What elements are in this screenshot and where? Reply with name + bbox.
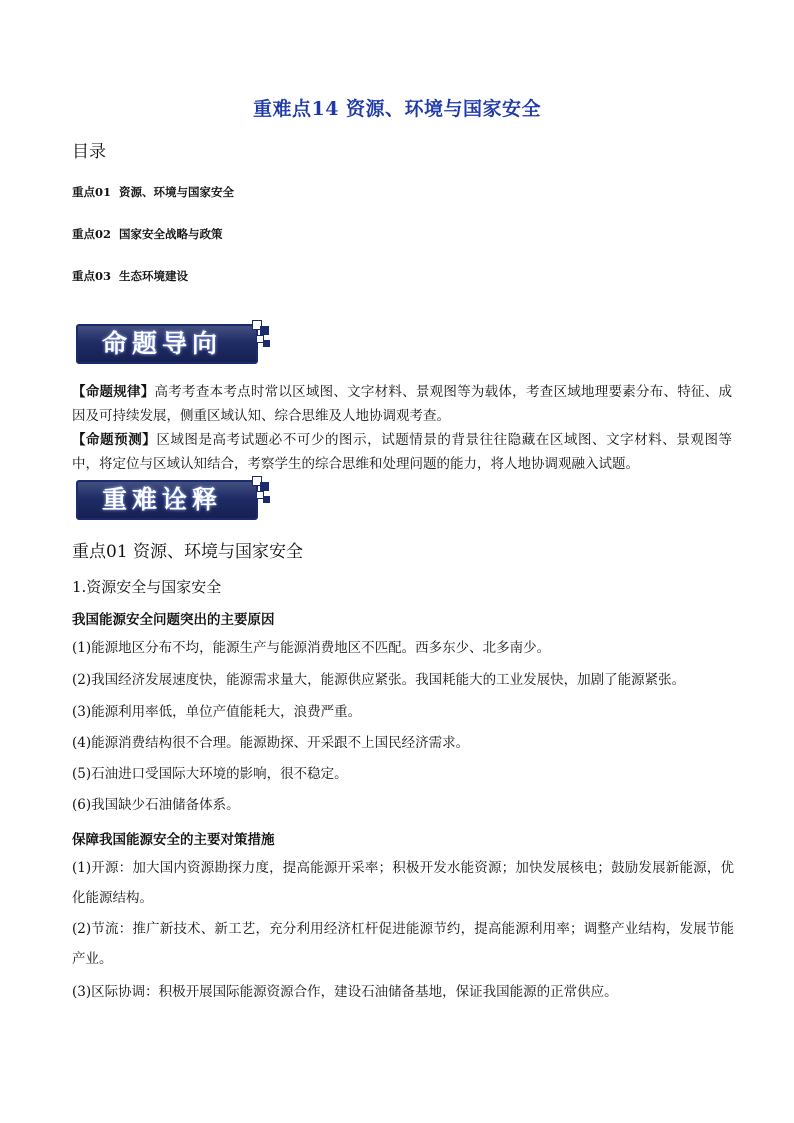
reason-item: (4)能源消费结构很不合理。能源勘探、开采跟不上国民经济需求。 [72,735,470,751]
toc-item-number: 重点01 [72,185,112,199]
forecast-label: 【命题预测】 [72,432,157,448]
reason-item: (6)我国缺少石油储备体系。 [72,797,240,813]
toc-item-number: 重点03 [72,269,112,283]
rule-text: 高考考查本考点时常以区域图、文字材料、景观图等为载体，考查区域地理要素分布、特征、成因及可持续发展，侧重区域认知、综合思维及人地协调观考查。 [72,384,733,424]
toc-item-number: 重点02 [72,227,112,241]
toc-item[interactable] [72,226,223,242]
reason-item: (2)我国经济发展速度快，能源需求量大，能源供应紧张。我国耗能大的工业发展快，加剧了能源紧张。 [72,672,686,688]
reason-item: (3)能源利用率低，单位产值能耗大，浪费严重。 [72,704,362,720]
toc-item[interactable] [72,268,188,284]
banner-label: 命题导向 [101,329,222,358]
reasons-title: 我国能源安全问题突出的主要原因 [72,612,275,628]
section-heading: 重点01 资源、环境与国家安全 [72,542,304,562]
banner-label: 重难诠释 [101,485,222,514]
subsection-heading: 1.资源安全与国家安全 [72,578,222,596]
decor-square-icon [260,482,269,491]
decor-square-icon [263,496,270,503]
decor-square-icon [263,340,270,347]
explain-banner [76,476,272,524]
page-title: 重难点14 资源、环境与国家安全 [252,98,542,120]
decor-square-icon [260,326,269,335]
rule-label: 【命题规律】 [72,384,155,400]
forecast-text: 区域图是高考试题必不可少的图示，试题情景的背景往往隐藏在区域图、文字材料、景观图等中，将定位与区域认知结合，考察学生的综合思维和处理问题的能力，将人地协调观融入试题。 [72,432,733,472]
measure-item: (2)节流：推广新技术、新工艺，充分利用经济杠杆促进能源节约，提高能源利用率；调整产业结构，发展节能产业。 [72,921,734,967]
toc-item-label: 资源、环境与国家安全 [119,185,235,199]
guide-banner [76,320,272,368]
reason-item: (5)石油进口受国际大环境的影响，很不稳定。 [72,766,348,782]
measure-item: (1)开源：加大国内资源勘探力度，提高能源开采率；积极开发水能资源；加快发展核电；鼓励发展新能源，优化能源结构。 [72,860,734,906]
measures-title: 保障我国能源安全的主要对策措施 [72,832,275,848]
toc-heading: 目录 [72,142,106,162]
toc-item[interactable] [72,184,234,200]
banner-bar [76,324,258,364]
toc-item-label: 生态环境建设 [119,269,189,283]
banner-bar [76,480,258,520]
toc-item-label: 国家安全战略与政策 [119,227,223,241]
measure-item: (3)区际协调：积极开展国际能源资源合作，建设石油储备基地，保证我国能源的正常供应。 [72,984,618,1000]
forecast-paragraph [72,428,732,476]
rule-paragraph [72,380,732,428]
reason-item: (1)能源地区分布不均，能源生产与能源消费地区不匹配。西多东少、北多南少。 [72,640,551,656]
